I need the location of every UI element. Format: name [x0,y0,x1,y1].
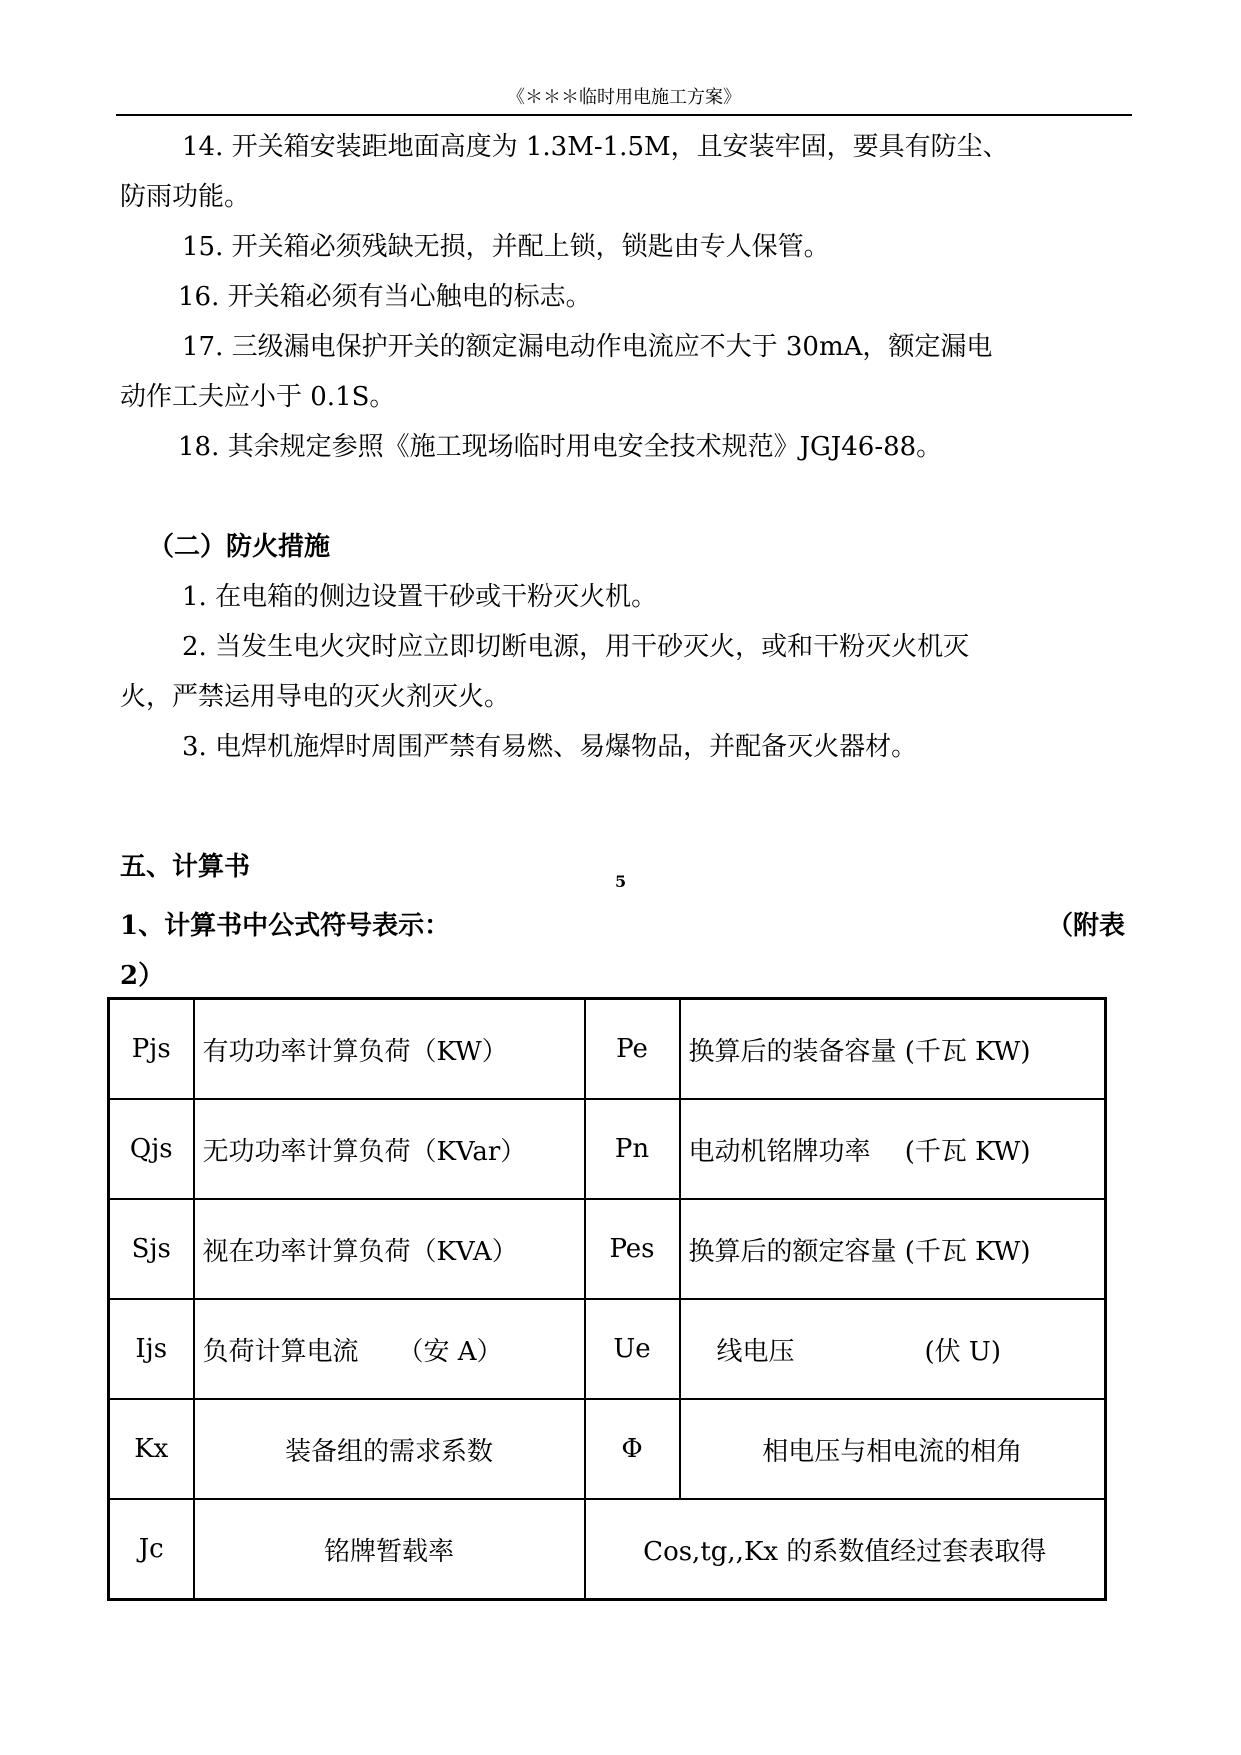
table-row [109,999,1106,1100]
paragraph-14-line2: 防雨功能。 [120,182,251,212]
symbol-cell: Pn [585,1099,680,1199]
appendix-note: （附表 [1046,911,1125,941]
description-cell: 铭牌暂载率 [194,1499,585,1600]
description-cell: 无功功率计算负荷（KVar） [194,1099,585,1199]
symbol-cell: Ue [585,1299,680,1399]
symbol-cell: Ijs [109,1299,194,1399]
paragraph-17-line2: 动作工夫应小于 0.1S。 [120,382,396,412]
description-cell: 换算后的装备容量 (千瓦 KW) [680,999,1106,1100]
symbol-cell: Sjs [109,1199,194,1299]
fire-item-2-line2: 火，严禁运用导电的灭火剂灭火。 [120,682,511,712]
merged-note-cell: Cos,tg,,Kx 的系数值经过套表取得 [585,1499,1106,1600]
header-rule [116,114,1132,116]
table-row [109,1399,1106,1499]
fire-item-3: 3. 电焊机施焊时周围严禁有易燃、易爆物品，并配备灭火器材。 [182,732,918,762]
paragraph-17-line1: 17. 三级漏电保护开关的额定漏电动作电流应不大于 30mA，额定漏电 [182,332,993,362]
calc-subtitle: 1、计算书中公式符号表示： [120,911,451,941]
symbol-cell: Pe [585,999,680,1100]
table-row [109,1099,1106,1199]
paragraph-15: 15. 开关箱必须残缺无损，并配上锁，锁匙由专人保管。 [182,232,830,262]
description-cell: 视在功率计算负荷（KVA） [194,1199,585,1299]
description-cell: 负荷计算电流 （安 A） [194,1299,585,1399]
description-cell: 装备组的需求系数 [194,1399,585,1499]
symbol-cell: Pes [585,1199,680,1299]
paragraph-14-line1: 14. 开关箱安装距地面高度为 1.3M-1.5M，且安装牢固，要具有防尘、 [182,132,1009,162]
appendix-note-continued: 2） [120,961,165,991]
symbol-cell: Pjs [109,999,194,1100]
paragraph-18: 18. 其余规定参照《施工现场临时用电安全技术规范》JGJ46-88。 [178,432,943,462]
calc-section-title: 五、计算书 [120,852,251,882]
symbol-table [107,997,1107,1601]
description-cell: 有功功率计算负荷（KW） [194,999,585,1100]
symbol-cell: Kx [109,1399,194,1499]
running-header: 《＊＊＊临时用电施工方案》 [507,87,741,108]
table-row [109,1499,1106,1600]
description-cell: 线电压 (伏 U) [680,1299,1106,1399]
description-cell: 电动机铭牌功率 (千瓦 KW) [680,1099,1106,1199]
symbol-cell: Jc [109,1499,194,1600]
fire-item-2-line1: 2. 当发生电火灾时应立即切断电源，用干砂灭火，或和干粉灭火机灭 [182,632,970,662]
description-cell: 换算后的额定容量 (千瓦 KW) [680,1199,1106,1299]
fire-section-title: （二）防火措施 [148,532,331,562]
paragraph-16: 16. 开关箱必须有当心触电的标志。 [178,282,592,312]
description-cell: 相电压与相电流的相角 [680,1399,1106,1499]
table-row [109,1299,1106,1399]
table-row [109,1199,1106,1299]
symbol-cell: Qjs [109,1099,194,1199]
page-number: 5 [615,872,627,891]
symbol-cell: Φ [585,1399,680,1499]
fire-item-1: 1. 在电箱的侧边设置干砂或干粉灭火机。 [182,582,658,612]
